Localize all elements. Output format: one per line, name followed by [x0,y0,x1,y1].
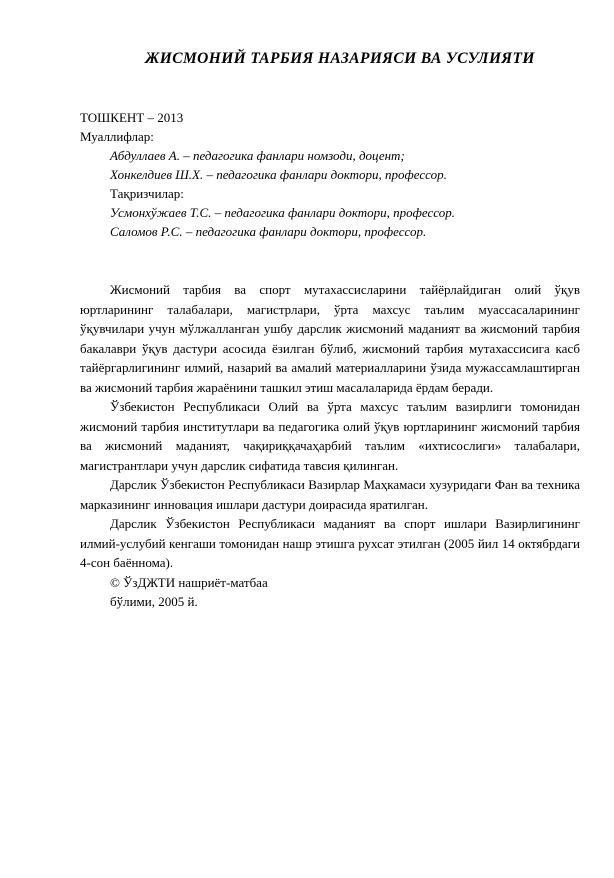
publication-info [80,108,550,241]
document-body [80,280,580,612]
paragraph: Дарслик Ўзбекистон Республикаси Вазирлар Маҳкамаси хузуридаги Фан ва техника марказининг инновация ишлари дастури доирасида яратилган. [80,477,580,512]
reviewers-label: Тақризчилар: [110,186,184,201]
document-title: ЖИСМОНИЙ ТАРБИЯ НАЗАРИЯСИ ВА УСУЛИЯТИ [145,50,535,67]
place-year: ТОШКЕНТ – 2013 [80,110,184,125]
paragraph: Ўзбекистон Республикаси Олий ва ўрта махсус таълим вазирлиги томонидан жисмоний тарбия институтлари ва педагогика олий ўқув юртларининг жисмоний тарбия ва жисмоний маданият, чақириққачаҳарбий таълим «ихтисослиги» талабалари, магистрантлари учун дарслик сифатида тавсия қилинган. [80,399,580,473]
reviewer-line: Саломов Р.С. – педагогика фанлари доктори, профессор. [110,224,427,239]
reviewer-line: Усмонхўжаев Т.С. – педагогика фанлари доктори, профессор. [110,205,455,220]
publisher-line: бўлими, 2005 й. [110,594,198,609]
publisher-line: © ЎзДЖТИ нашриёт-матбаа [110,574,268,590]
paragraph: Жисмоний тарбия ва спорт мутахассисларини тайёрлайдиган олий ўқув юртларининг талабалари, магистрлари, ўрта махсус таълим муассасаларининг ўқувчилари учун мўлжалланган ушбу дарслик жисмоний маданият ва жисмоний тарбия бакалаври ўқув дастури асосида ёзилган бўлиб, жисмоний тарбия мутахассисига касб тайёргарлигининг илмий, назарий ва амалий материалларини ўзида мужассамлаштирган ва жисмоний тарбия жараёнини ташкил этиш масалаларида ёрдам беради. [80,282,580,395]
author-line: Хонкелдиев Ш.Х. – педагогика фанлари доктори, профессор. [110,167,447,182]
paragraph: Дарслик Ўзбекистон Республикаси маданият ва спорт ишлари Вазирлигининг илмий-услубий кенгаши томонидан нашр этишга рухсат этилган (2005 йил 14 октябрдаги 4-сон баённома). [80,516,580,570]
authors-label: Муаллифлар: [80,129,154,144]
author-line: Абдуллаев А. – педагогика фанлари номзоди, доцент; [110,148,405,163]
